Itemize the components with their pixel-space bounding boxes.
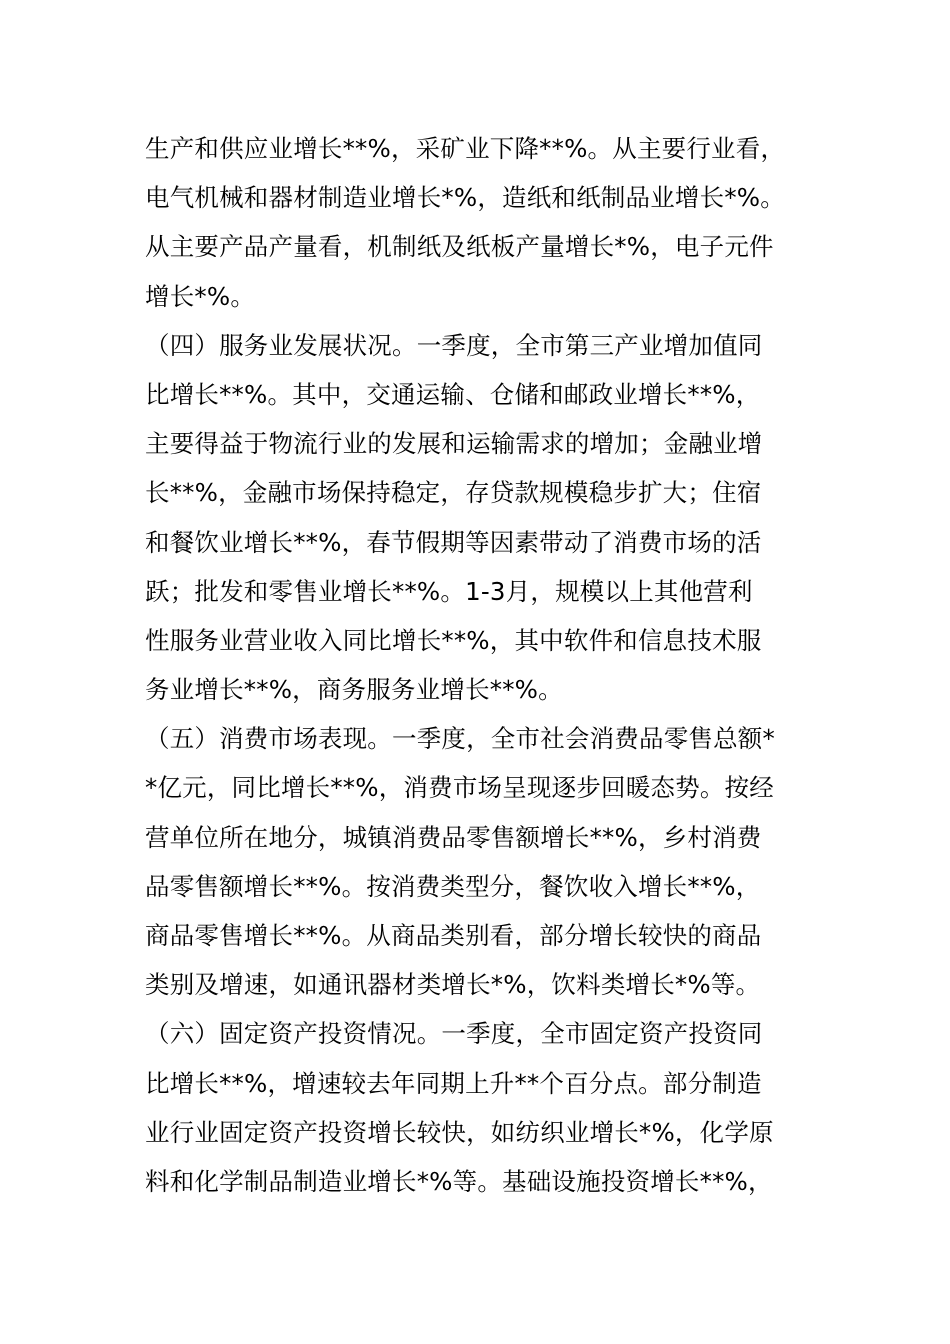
text-line: 类别及增速，如通讯器材类增长*%，饮料类增长*%等。 bbox=[145, 970, 761, 1000]
text-line: 电气机械和器材制造业增长*%，造纸和纸制品业增长*%。 bbox=[145, 183, 785, 213]
text-line: 营单位所在地分，城镇消费品零售额增长**%，乡村消费 bbox=[145, 822, 762, 852]
section-heading-five: （五）消费市场表现。一季度，全市社会消费品零售总额* bbox=[145, 724, 775, 754]
text-line: 比增长**%，增速较去年同期上升**个百分点。部分制造 bbox=[145, 1068, 762, 1098]
section-heading-six: （六）固定资产投资情况。一季度，全市固定资产投资同 bbox=[145, 1019, 763, 1049]
text-line: 商品零售增长**%。从商品类别看，部分增长较快的商品 bbox=[145, 921, 762, 950]
text-line: 跃；批发和零售业增长**%。1-3月，规模以上其他营利 bbox=[145, 576, 753, 606]
text-line: 和餐饮业增长**%，春节假期等因素带动了消费市场的活 bbox=[145, 527, 762, 557]
text-line: 主要得益于物流行业的发展和运输需求的增加；金融业增 bbox=[145, 429, 763, 459]
text-line: 生产和供应业增长**%，采矿业下降**%。从主要行业看， bbox=[145, 134, 786, 163]
text-line: 比增长**%。其中，交通运输、仓储和邮政业增长**%， bbox=[145, 379, 761, 409]
text-line: 务业增长**%，商务服务业增长**%。 bbox=[145, 675, 563, 705]
text-line: 品零售额增长**%。按消费类型分，餐饮收入增长**%， bbox=[145, 871, 761, 901]
section-heading-four: （四）服务业发展状况。一季度，全市第三产业增加值同 bbox=[145, 330, 763, 360]
body-text bbox=[145, 124, 845, 1206]
text-line: 增长*%。 bbox=[145, 281, 256, 311]
text-line: 从主要产品产量看，机制纸及纸板产量增长*%，电子元件 bbox=[145, 232, 774, 262]
text-line: 业行业固定资产投资增长较快，如纺织业增长*%，化学原 bbox=[145, 1117, 774, 1147]
text-line: *亿元，同比增长**%，消费市场呈现逐步回暖态势。按经 bbox=[145, 773, 774, 803]
text-line: 性服务业营业收入同比增长**%，其中软件和信息技术服 bbox=[145, 625, 762, 655]
text-line: 料和化学制品制造业增长*%等。基础设施投资增长**%， bbox=[145, 1166, 773, 1196]
text-line: 长**%，金融市场保持稳定，存贷款规模稳步扩大；住宿 bbox=[145, 478, 762, 508]
